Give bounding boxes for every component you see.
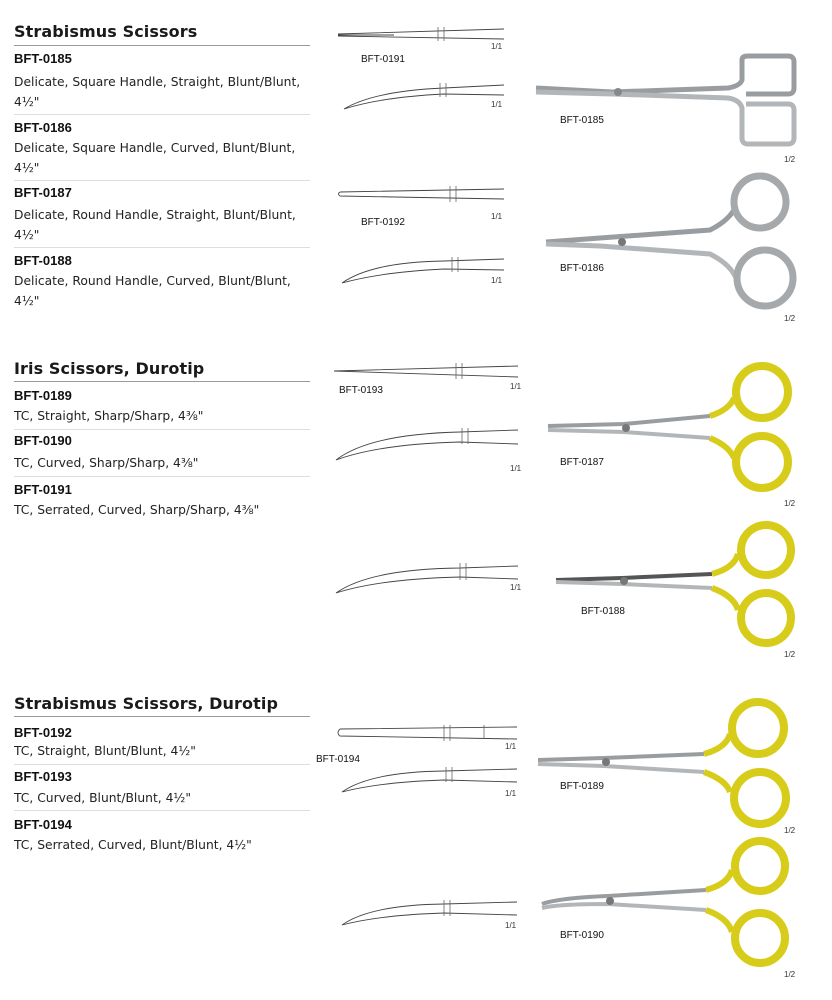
scale-label: 1/1 bbox=[510, 382, 522, 391]
scissors-label-0190: BFT-0190 bbox=[560, 930, 604, 941]
product-description-0191: TC, Serrated, Curved, Sharp/Sharp, 4⅜" bbox=[14, 503, 260, 517]
tip-drawing-curved-blunt bbox=[334, 762, 519, 798]
tip-drawing-curved-serrated bbox=[330, 555, 520, 599]
item-divider bbox=[14, 429, 310, 430]
scale-label: 1/2 bbox=[784, 155, 796, 164]
product-code-0194: BFT-0194 bbox=[14, 817, 72, 832]
tip-label-0191: BFT-0191 bbox=[361, 54, 405, 65]
scissors-label-0186: BFT-0186 bbox=[560, 263, 604, 274]
product-description-0189: TC, Straight, Sharp/Sharp, 4⅜" bbox=[14, 409, 204, 423]
product-description-0187: Delicate, Round Handle, Straight, Blunt/Blunt, 4½" bbox=[14, 208, 296, 242]
scissors-label-0185: BFT-0185 bbox=[560, 115, 604, 126]
section-title-strabismus-durotip: Strabismus Scissors, Durotip bbox=[14, 694, 279, 713]
item-divider bbox=[14, 180, 310, 181]
scissors-image-0190 bbox=[538, 838, 803, 968]
item-divider bbox=[14, 476, 310, 477]
scissors-image-0185 bbox=[532, 52, 802, 152]
product-description-0188: Delicate, Round Handle, Curved, Blunt/Blunt, 4½" bbox=[14, 274, 291, 308]
scissors-label-0188: BFT-0188 bbox=[581, 606, 625, 617]
product-description-0190: TC, Curved, Sharp/Sharp, 4⅜" bbox=[14, 456, 199, 470]
scissors-label-0187: BFT-0187 bbox=[560, 457, 604, 468]
item-divider bbox=[14, 114, 310, 115]
item-divider bbox=[14, 764, 310, 765]
product-code-0186: BFT-0186 bbox=[14, 120, 72, 135]
tip-drawing-curved bbox=[334, 250, 509, 290]
scale-label: 1/1 bbox=[491, 100, 503, 109]
item-divider bbox=[14, 247, 310, 248]
scissors-image-0188 bbox=[552, 520, 802, 648]
product-description-0185: Delicate, Square Handle, Straight, Blunt/Blunt, 4½" bbox=[14, 75, 301, 109]
product-code-0187: BFT-0187 bbox=[14, 185, 72, 200]
scale-label: 1/1 bbox=[491, 276, 503, 285]
section-divider bbox=[14, 45, 310, 46]
tip-drawing-curved-sharp bbox=[330, 420, 520, 464]
product-code-0188: BFT-0188 bbox=[14, 253, 72, 268]
product-code-0185: BFT-0185 bbox=[14, 51, 72, 66]
scale-label: 1/2 bbox=[784, 650, 796, 659]
scale-label: 1/1 bbox=[505, 789, 517, 798]
product-code-0191: BFT-0191 bbox=[14, 482, 72, 497]
tip-drawing-straight-blunt bbox=[334, 720, 519, 746]
scale-label: 1/2 bbox=[784, 499, 796, 508]
scale-label: 1/2 bbox=[784, 826, 796, 835]
scissors-image-0186 bbox=[540, 172, 805, 312]
scissors-label-0189: BFT-0189 bbox=[560, 781, 604, 792]
tip-drawing-straight-sharp bbox=[330, 358, 520, 384]
scale-label: 1/1 bbox=[510, 583, 522, 592]
tip-label-0192: BFT-0192 bbox=[361, 217, 405, 228]
product-description-0186: Delicate, Square Handle, Curved, Blunt/Blunt, 4½" bbox=[14, 141, 296, 175]
product-code-0192: BFT-0192 bbox=[14, 725, 72, 740]
product-code-0190: BFT-0190 bbox=[14, 433, 72, 448]
section-divider bbox=[14, 381, 310, 382]
scale-label: 1/1 bbox=[491, 42, 503, 51]
scale-label: 1/1 bbox=[505, 742, 517, 751]
tip-label-0193: BFT-0193 bbox=[339, 385, 383, 396]
tip-drawing-straight bbox=[334, 180, 509, 208]
tip-label-0194: BFT-0194 bbox=[316, 754, 360, 765]
tip-drawing-curved bbox=[334, 75, 509, 115]
tip-drawing-straight bbox=[334, 20, 509, 46]
scale-label: 1/1 bbox=[510, 464, 522, 473]
product-code-0193: BFT-0193 bbox=[14, 769, 72, 784]
scale-label: 1/2 bbox=[784, 314, 796, 323]
item-divider bbox=[14, 810, 310, 811]
section-divider bbox=[14, 716, 310, 717]
scissors-image-0189 bbox=[534, 698, 802, 828]
section-title-strabismus: Strabismus Scissors bbox=[14, 22, 198, 41]
product-description-0193: TC, Curved, Blunt/Blunt, 4½" bbox=[14, 791, 191, 805]
scale-label: 1/2 bbox=[784, 970, 796, 979]
scissors-image-0187 bbox=[544, 364, 799, 492]
product-code-0189: BFT-0189 bbox=[14, 388, 72, 403]
product-description-0192: TC, Straight, Blunt/Blunt, 4½" bbox=[14, 744, 196, 758]
scale-label: 1/1 bbox=[491, 212, 503, 221]
scale-label: 1/1 bbox=[505, 921, 517, 930]
product-description-0194: TC, Serrated, Curved, Blunt/Blunt, 4½" bbox=[14, 838, 252, 852]
section-title-iris-durotip: Iris Scissors, Durotip bbox=[14, 359, 205, 378]
tip-drawing-curved-serrated-blunt bbox=[334, 895, 519, 931]
